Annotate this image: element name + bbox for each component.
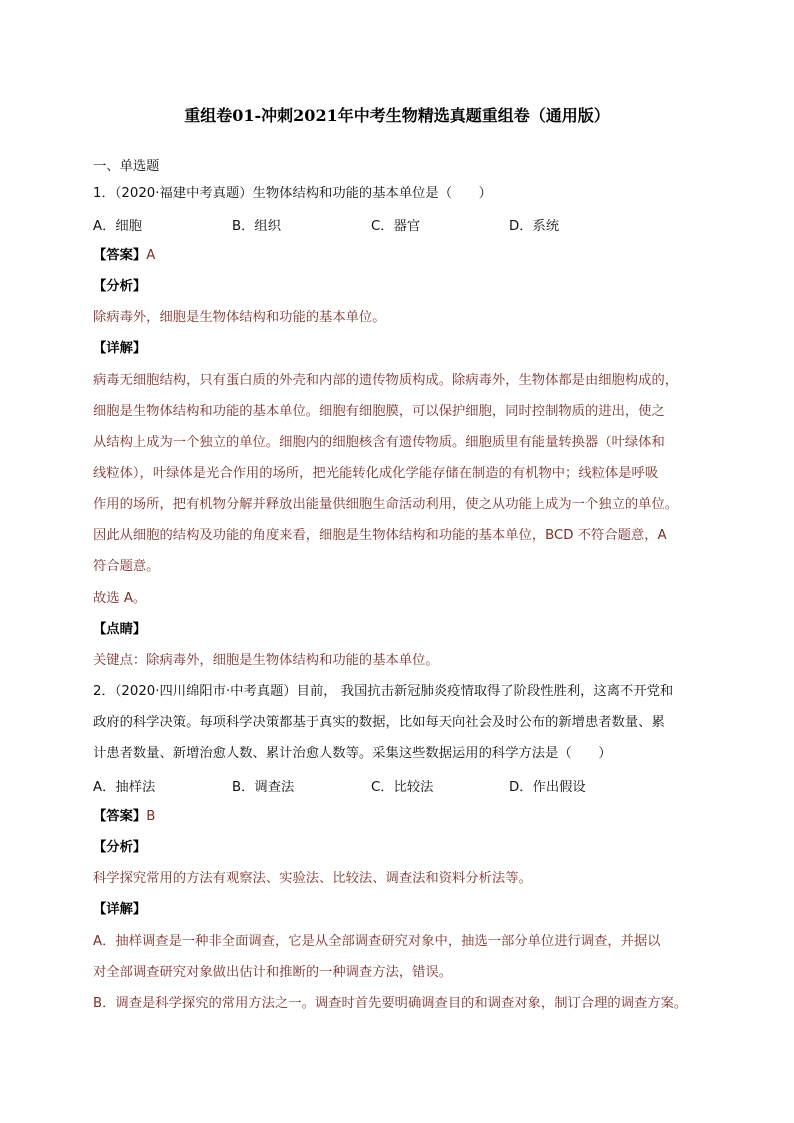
question-2-stem: 政府的科学决策。每项科学决策都基于真实的数据，比如每天向社会及时公布的新增患者数量、累 [93, 715, 665, 730]
answer-label: 【答案】 [93, 809, 147, 824]
page-title: 重组卷01-冲刺2021年中考生物精选真题重组卷（通用版） [184, 106, 610, 125]
option-d: D．系统 [509, 219, 560, 234]
question-1-stem: 1．（2020·福建中考真题）生物体结构和功能的基本单位是（ ） [93, 186, 492, 201]
question-1-options [93, 215, 713, 235]
option-b: B．组织 [232, 219, 282, 234]
detail-line: 因此从细胞的结构及功能的角度来看，细胞是生物体结构和功能的基本单位，BCD 不符合题意，A [93, 528, 667, 543]
option-a: A．细胞 [93, 219, 142, 234]
section-heading: 一、单选题 [93, 159, 160, 174]
detail-line: 从结构上成为一个独立的单位。细胞内的细胞核含有遗传物质。细胞质里有能量转换器（叶绿体和 [93, 435, 665, 450]
detail-line: 细胞是生物体结构和功能的基本单位。细胞有细胞膜，可以保护细胞，同时控制物质的进出，使之 [93, 404, 665, 419]
answer-line-1 [93, 246, 713, 266]
option-a: A．抽样法 [93, 780, 156, 795]
question-2-stem: 计患者数量、新增治愈人数、累计治愈人数等。采集这些数据运用的科学方法是（ ） [93, 746, 612, 761]
comment-label: 【点睛】 [93, 622, 147, 637]
detail-line: 作用的场所，把有机物分解并释放出能量供细胞生命活动利用，使之从功能上成为一个独立的单位。 [93, 497, 679, 512]
detail-label: 【详解】 [93, 902, 147, 917]
comment-text: 关键点：除病毒外，细胞是生物体结构和功能的基本单位。 [93, 653, 439, 668]
option-d: D．作出假设 [509, 780, 586, 795]
analysis-label: 【分析】 [93, 840, 147, 855]
option-b: B．调查法 [232, 780, 295, 795]
option-c: C．比较法 [371, 780, 434, 795]
answer-label: 【答案】 [93, 248, 147, 263]
answer-line-2 [93, 807, 713, 827]
analysis-text: 除病毒外，细胞是生物体结构和功能的基本单位。 [93, 310, 386, 325]
answer-value: A [146, 248, 156, 263]
detail-line: B．调查是科学探究的常用方法之一。调查时首先要明确调查目的和调查对象，制订合理的调查方案。 [93, 996, 688, 1011]
detail-line: 线粒体），叶绿体是光合作用的场所，把光能转化成化学能存储在制造的有机物中；线粒体是呼吸 [93, 466, 659, 481]
analysis-label: 【分析】 [93, 279, 147, 294]
detail-line: 病毒无细胞结构，只有蛋白质的外壳和内部的遗传物质构成。除病毒外，生物体都是由细胞构成的， [93, 373, 679, 388]
detail-label: 【详解】 [93, 341, 147, 356]
question-2-options [93, 776, 713, 796]
option-c: C．器官 [371, 219, 421, 234]
question-2-stem: 2．（2020·四川绵阳市·中考真题）目前， 我国抗击新冠肺炎疫情取得了阶段性胜利，这离不开党和 [93, 684, 674, 699]
detail-line: 符合题意。 [93, 559, 160, 574]
answer-value: B [146, 809, 156, 824]
detail-line: 故选 A。 [93, 591, 147, 606]
detail-line: A．抽样调查是一种非全面调查，它是从全部调查研究对象中，抽选一部分单位进行调查，并据以 [93, 934, 661, 949]
analysis-text: 科学探究常用的方法有观察法、实验法、比较法、调查法和资料分析法等。 [93, 871, 532, 886]
detail-line: 对全部调查研究对象做出估计和推断的一种调查方法，错误。 [93, 965, 453, 980]
